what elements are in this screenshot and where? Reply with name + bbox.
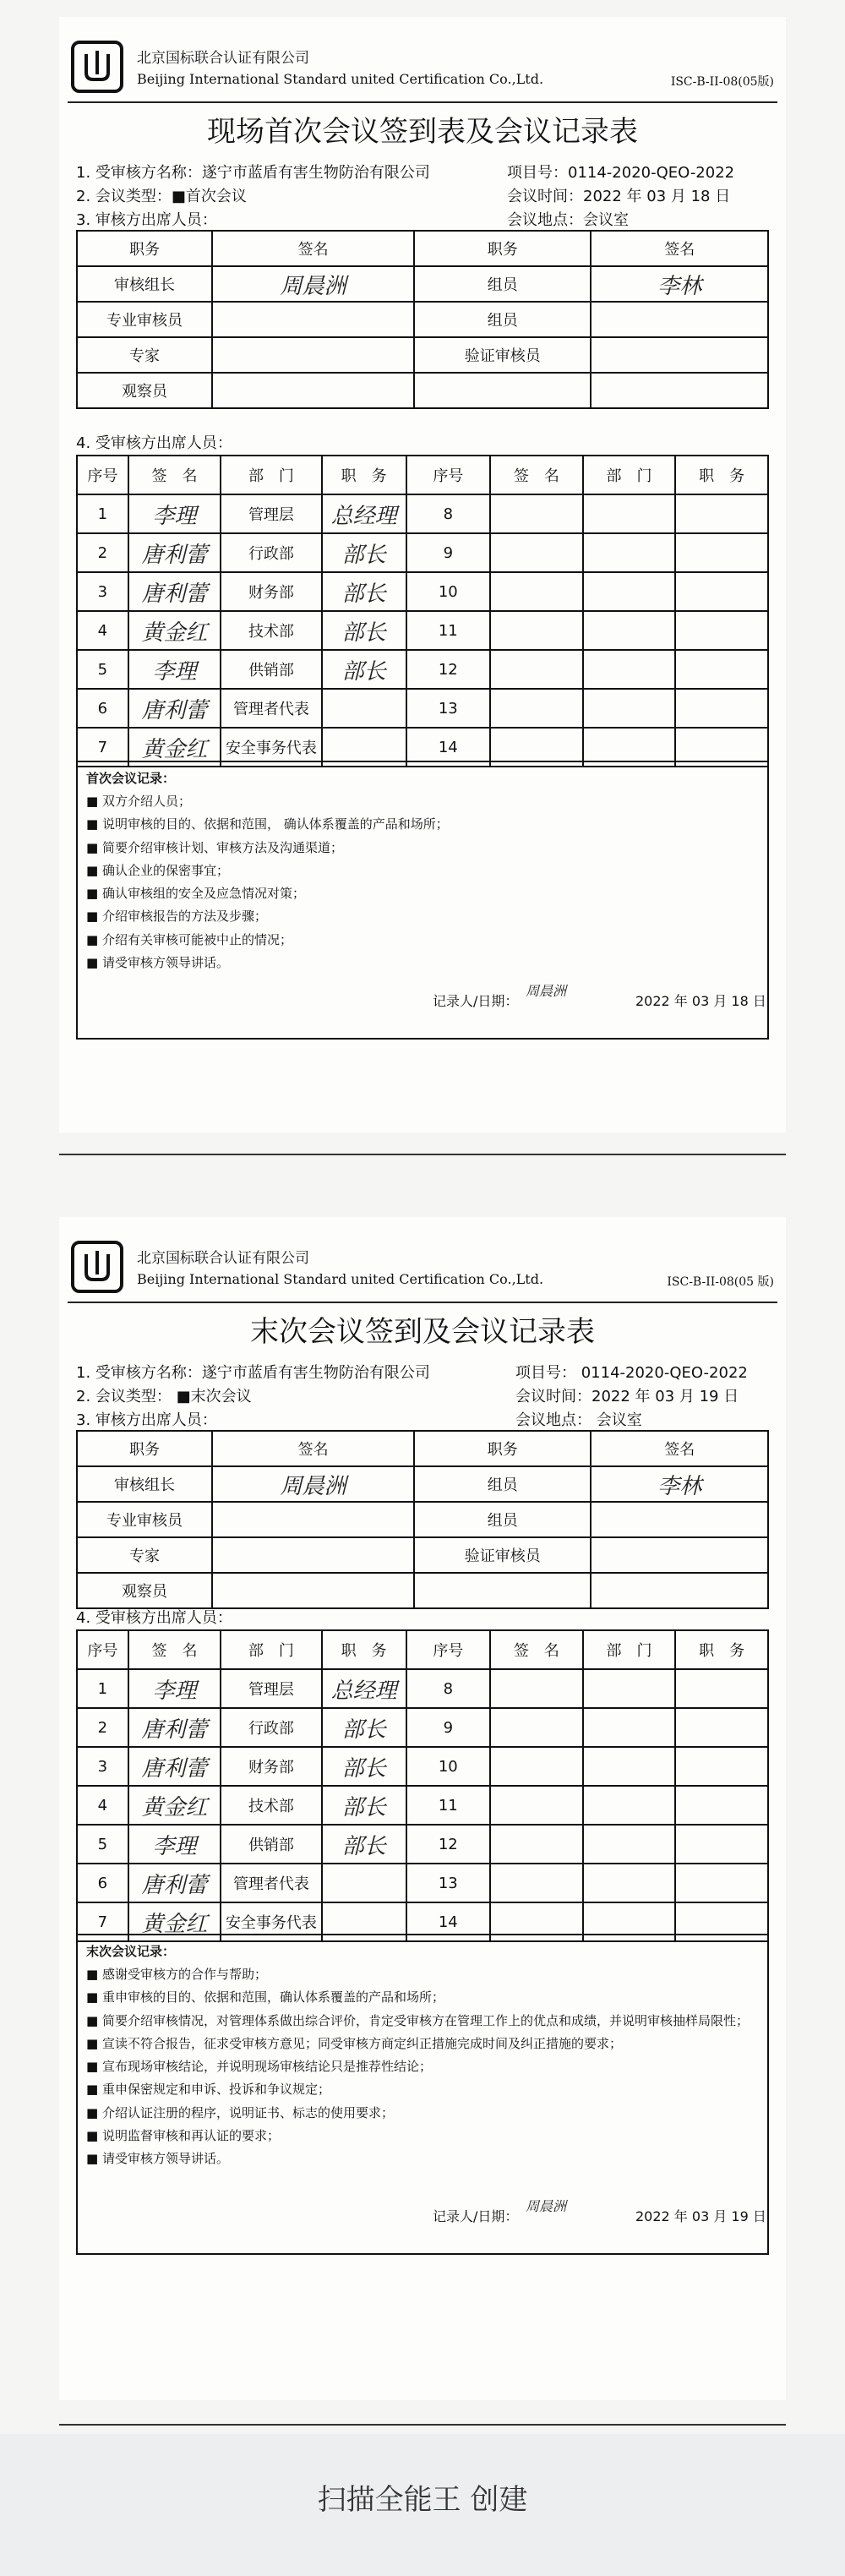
letterhead (68, 32, 777, 103)
signature: 黄金红 (128, 1786, 221, 1825)
meeting-time: 会议时间：2022 年 03 月 18 日 (507, 188, 731, 205)
signature: 李理 (128, 650, 221, 689)
recorder-label: 记录人/日期： (433, 2208, 519, 2224)
list-item: ■ 重申审核的目的、依据和范围，确认体系覆盖的产品和场所； (86, 1989, 759, 2006)
role-cell: 验证审核员 (414, 1537, 591, 1573)
dept-cell: 财务部 (221, 572, 321, 611)
position-cell: 部长 (322, 533, 406, 572)
col-no: 序号 (406, 1630, 491, 1669)
dept-cell: 管理层 (221, 1669, 321, 1708)
auditor-table (76, 230, 769, 409)
table-row (77, 1573, 768, 1608)
list-item: ■ 双方介绍人员； (86, 793, 759, 810)
list-item: ■ 请受审核方领导讲话。 (86, 954, 759, 971)
position-cell (322, 1864, 406, 1902)
signature: 唐利蕾 (128, 1864, 221, 1902)
role-cell: 审核组长 (77, 1466, 212, 1502)
row-no: 11 (406, 611, 491, 650)
role-cell (414, 373, 591, 408)
list-item: ■ 简要介绍审核计划、审核方法及沟通渠道； (86, 839, 759, 856)
col-role: 职务 (77, 1431, 212, 1466)
row-no: 1 (77, 1669, 128, 1708)
signature: 唐利蕾 (128, 689, 221, 728)
row-no: 4 (77, 1786, 128, 1825)
org-name-en: Beijing International Standard united Certification Co.,Ltd. (137, 71, 544, 87)
recorder-label: 记录人/日期： (433, 993, 519, 1009)
role-cell: 专业审核员 (77, 302, 212, 337)
dept-cell: 技术部 (221, 1786, 321, 1825)
meeting-type: 2. 会议类型：■首次会议 (76, 188, 247, 205)
dept-cell: 行政部 (221, 1708, 321, 1747)
col-dept: 部 门 (221, 1630, 321, 1669)
col-dept: 部 门 (583, 456, 676, 494)
signature (212, 373, 414, 408)
position-cell (322, 689, 406, 728)
signature: 唐利蕾 (128, 572, 221, 611)
role-cell: 组员 (414, 1466, 591, 1502)
table-row (77, 650, 768, 689)
dept-cell: 财务部 (221, 1747, 321, 1786)
signature (591, 302, 768, 337)
letterhead (68, 1232, 777, 1303)
scanner-watermark-text: 扫描全能王 创建 (317, 2483, 528, 2517)
table-row (77, 1537, 768, 1573)
role-cell: 专业审核员 (77, 1502, 212, 1537)
first-meeting-sheet (59, 17, 786, 1132)
company-logo-icon (71, 41, 123, 93)
project-no: 项目号： 0114-2020-QEO-2022 (515, 1364, 748, 1382)
position-cell: 部长 (322, 1825, 406, 1864)
table-row (77, 533, 768, 572)
meeting-place: 会议地点：会议室 (507, 211, 629, 229)
table-row (77, 611, 768, 650)
position-cell: 部长 (322, 611, 406, 650)
col-no: 序号 (406, 456, 491, 494)
row-no: 8 (406, 1669, 491, 1708)
dept-cell: 安全事务代表 (221, 1902, 321, 1941)
auditee-attendees-label: 4. 受审核方出席人员： (76, 1609, 232, 1627)
col-role: 职务 (414, 231, 591, 266)
attendee-table (76, 1629, 769, 1942)
page-divider (59, 1154, 786, 1155)
col-no: 序号 (77, 1630, 128, 1669)
row-no: 9 (406, 1708, 491, 1747)
dept-cell: 管理层 (221, 494, 321, 533)
row-no: 2 (77, 533, 128, 572)
col-pos: 职 务 (322, 1630, 406, 1669)
company-logo-icon (71, 1241, 123, 1293)
signature (591, 1573, 768, 1608)
row-no: 14 (406, 728, 491, 767)
col-sign: 签名 (591, 1431, 768, 1466)
signature (591, 373, 768, 408)
row-no: 8 (406, 494, 491, 533)
dept-cell: 管理者代表 (221, 1864, 321, 1902)
signature (591, 1537, 768, 1573)
row-no: 7 (77, 728, 128, 767)
signature (591, 337, 768, 373)
auditor-attendees-label: 3. 审核方出席人员： (76, 1411, 217, 1429)
list-item: ■ 介绍有关审核可能被中止的情况； (86, 931, 759, 948)
org-name-cn: 北京国标联合认证有限公司 (137, 50, 309, 67)
page-title: 现场首次会议签到表及会议记录表 (207, 115, 638, 149)
list-item: ■ 宣读不符合报告，征求受审核方意见；同受审核方商定纠正措施完成时间及纠正措施的要求； (86, 2035, 759, 2052)
row-no: 3 (77, 1747, 128, 1786)
signature (212, 1573, 414, 1608)
dept-cell: 供销部 (221, 650, 321, 689)
position-cell: 部长 (322, 1747, 406, 1786)
list-item: ■ 宣布现场审核结论，并说明现场审核结论只是推荐性结论； (86, 2058, 759, 2075)
signature: 李理 (128, 494, 221, 533)
auditee-name: 1. 受审核方名称：遂宁市蓝盾有害生物防治有限公司 (76, 164, 430, 182)
table-row (77, 1864, 768, 1902)
signature: 黄金红 (128, 728, 221, 767)
row-no: 12 (406, 1825, 491, 1864)
dept-cell: 管理者代表 (221, 689, 321, 728)
meeting-place: 会议地点： 会议室 (515, 1411, 642, 1429)
col-sign: 签名 (591, 231, 768, 266)
last-meeting-sheet (59, 1217, 786, 2400)
role-cell: 观察员 (77, 1573, 212, 1608)
col-sign: 签 名 (490, 456, 583, 494)
row-no: 6 (77, 689, 128, 728)
auditor-attendees-label: 3. 审核方出席人员： (76, 211, 217, 229)
row-no: 11 (406, 1786, 491, 1825)
recorder-signature: 周晨洲 (526, 2198, 567, 2214)
role-cell: 组员 (414, 302, 591, 337)
list-item: ■ 简要介绍审核情况，对管理体系做出综合评价，肯定受审核方在管理工作上的优点和成绩，并说明审核抽样局限性； (86, 2012, 759, 2029)
project-no: 项目号：0114-2020-QEO-2022 (507, 164, 735, 182)
signature: 李林 (591, 266, 768, 302)
table-row (77, 337, 768, 373)
col-no: 序号 (77, 456, 128, 494)
col-sign: 签 名 (490, 1630, 583, 1669)
page-title: 末次会议签到及会议记录表 (250, 1315, 595, 1349)
table-row (77, 494, 768, 533)
meeting-minutes (76, 761, 769, 1040)
page-divider (59, 2424, 786, 2426)
list-item: ■ 说明监督审核和再认证的要求； (86, 2127, 759, 2144)
role-cell: 审核组长 (77, 266, 212, 302)
role-cell: 组员 (414, 266, 591, 302)
table-row (77, 689, 768, 728)
row-no: 10 (406, 572, 491, 611)
signature: 唐利蕾 (128, 1708, 221, 1747)
row-no: 4 (77, 611, 128, 650)
col-dept: 部 门 (221, 456, 321, 494)
col-sign: 签 名 (128, 456, 221, 494)
col-sign: 签 名 (128, 1630, 221, 1669)
row-no: 13 (406, 689, 491, 728)
row-no: 9 (406, 533, 491, 572)
form-code: ISC-B-II-08(05版) (670, 75, 774, 89)
position-cell: 部长 (322, 1786, 406, 1825)
signature: 周晨洲 (212, 266, 414, 302)
role-cell: 专家 (77, 337, 212, 373)
role-cell (414, 1573, 591, 1608)
position-cell: 总经理 (322, 1669, 406, 1708)
signature: 唐利蕾 (128, 533, 221, 572)
position-cell: 部长 (322, 1708, 406, 1747)
row-no: 2 (77, 1708, 128, 1747)
role-cell: 验证审核员 (414, 337, 591, 373)
row-no: 5 (77, 650, 128, 689)
col-sign: 签名 (212, 231, 414, 266)
meeting-minutes (76, 1934, 769, 2255)
list-item: ■ 确认审核组的安全及应急情况对策； (86, 885, 759, 902)
row-no: 10 (406, 1747, 491, 1786)
table-row (77, 1747, 768, 1786)
table-row (77, 1669, 768, 1708)
dept-cell: 技术部 (221, 611, 321, 650)
dept-cell: 供销部 (221, 1825, 321, 1864)
list-item: ■ 介绍认证注册的程序，说明证书、标志的使用要求； (86, 2104, 759, 2121)
table-row (77, 1825, 768, 1864)
signature: 李林 (591, 1466, 768, 1502)
table-row (77, 572, 768, 611)
table-row (77, 1708, 768, 1747)
dept-cell: 安全事务代表 (221, 728, 321, 767)
signature: 李理 (128, 1669, 221, 1708)
position-cell: 部长 (322, 650, 406, 689)
role-cell: 观察员 (77, 373, 212, 408)
org-name-cn: 北京国标联合认证有限公司 (137, 1250, 309, 1267)
signature (212, 337, 414, 373)
attendee-table (76, 455, 769, 767)
list-item: ■ 介绍审核报告的方法及步骤； (86, 908, 759, 925)
row-no: 13 (406, 1864, 491, 1902)
signature: 李理 (128, 1825, 221, 1864)
col-role: 职务 (77, 231, 212, 266)
role-cell: 专家 (77, 1537, 212, 1573)
table-row (77, 1786, 768, 1825)
signature: 黄金红 (128, 1902, 221, 1941)
col-role: 职务 (414, 1431, 591, 1466)
col-pos: 职 务 (675, 456, 768, 494)
row-no: 7 (77, 1902, 128, 1941)
table-row (77, 1502, 768, 1537)
auditee-attendees-label: 4. 受审核方出席人员： (76, 434, 232, 452)
role-cell: 组员 (414, 1502, 591, 1537)
row-no: 12 (406, 650, 491, 689)
list-item: ■ 重申保密规定和申诉、投诉和争议规定； (86, 2081, 759, 2098)
org-name-en: Beijing International Standard united Certification Co.,Ltd. (137, 1271, 544, 1287)
col-pos: 职 务 (675, 1630, 768, 1669)
list-item: ■ 确认企业的保密事宜； (86, 862, 759, 879)
position-cell: 部长 (322, 572, 406, 611)
dept-cell: 行政部 (221, 533, 321, 572)
auditor-table (76, 1430, 769, 1609)
signature (212, 302, 414, 337)
row-no: 5 (77, 1825, 128, 1864)
recorder-date: 2022 年 03 月 19 日 (635, 2208, 766, 2224)
row-no: 6 (77, 1864, 128, 1902)
meeting-type: 2. 会议类型： ■末次会议 (76, 1388, 252, 1405)
signature: 周晨洲 (212, 1466, 414, 1502)
minutes-title: 首次会议记录： (86, 771, 176, 786)
list-item: ■ 说明审核的目的、依据和范围， 确认体系覆盖的产品和场所； (86, 816, 759, 832)
list-item: ■ 感谢受审核方的合作与帮助； (86, 1966, 759, 1983)
table-row (77, 373, 768, 408)
table-row (77, 1466, 768, 1502)
list-item: ■ 请受审核方领导讲话。 (86, 2150, 759, 2167)
signature (212, 1502, 414, 1537)
position-cell: 总经理 (322, 494, 406, 533)
table-row (77, 302, 768, 337)
table-row (77, 266, 768, 302)
meeting-time: 会议时间：2022 年 03 月 19 日 (515, 1388, 739, 1405)
form-code: ISC-B-II-08(05 版) (667, 1275, 774, 1289)
recorder-date: 2022 年 03 月 18 日 (635, 993, 766, 1009)
col-pos: 职 务 (322, 456, 406, 494)
col-sign: 签名 (212, 1431, 414, 1466)
recorder-signature: 周晨洲 (526, 983, 567, 999)
minutes-title: 末次会议记录： (86, 1944, 176, 1959)
col-dept: 部 门 (583, 1630, 676, 1669)
row-no: 14 (406, 1902, 491, 1941)
signature (212, 1537, 414, 1573)
row-no: 1 (77, 494, 128, 533)
row-no: 3 (77, 572, 128, 611)
signature: 唐利蕾 (128, 1747, 221, 1786)
signature: 黄金红 (128, 611, 221, 650)
auditee-name: 1. 受审核方名称：遂宁市蓝盾有害生物防治有限公司 (76, 1364, 430, 1382)
signature (591, 1502, 768, 1537)
